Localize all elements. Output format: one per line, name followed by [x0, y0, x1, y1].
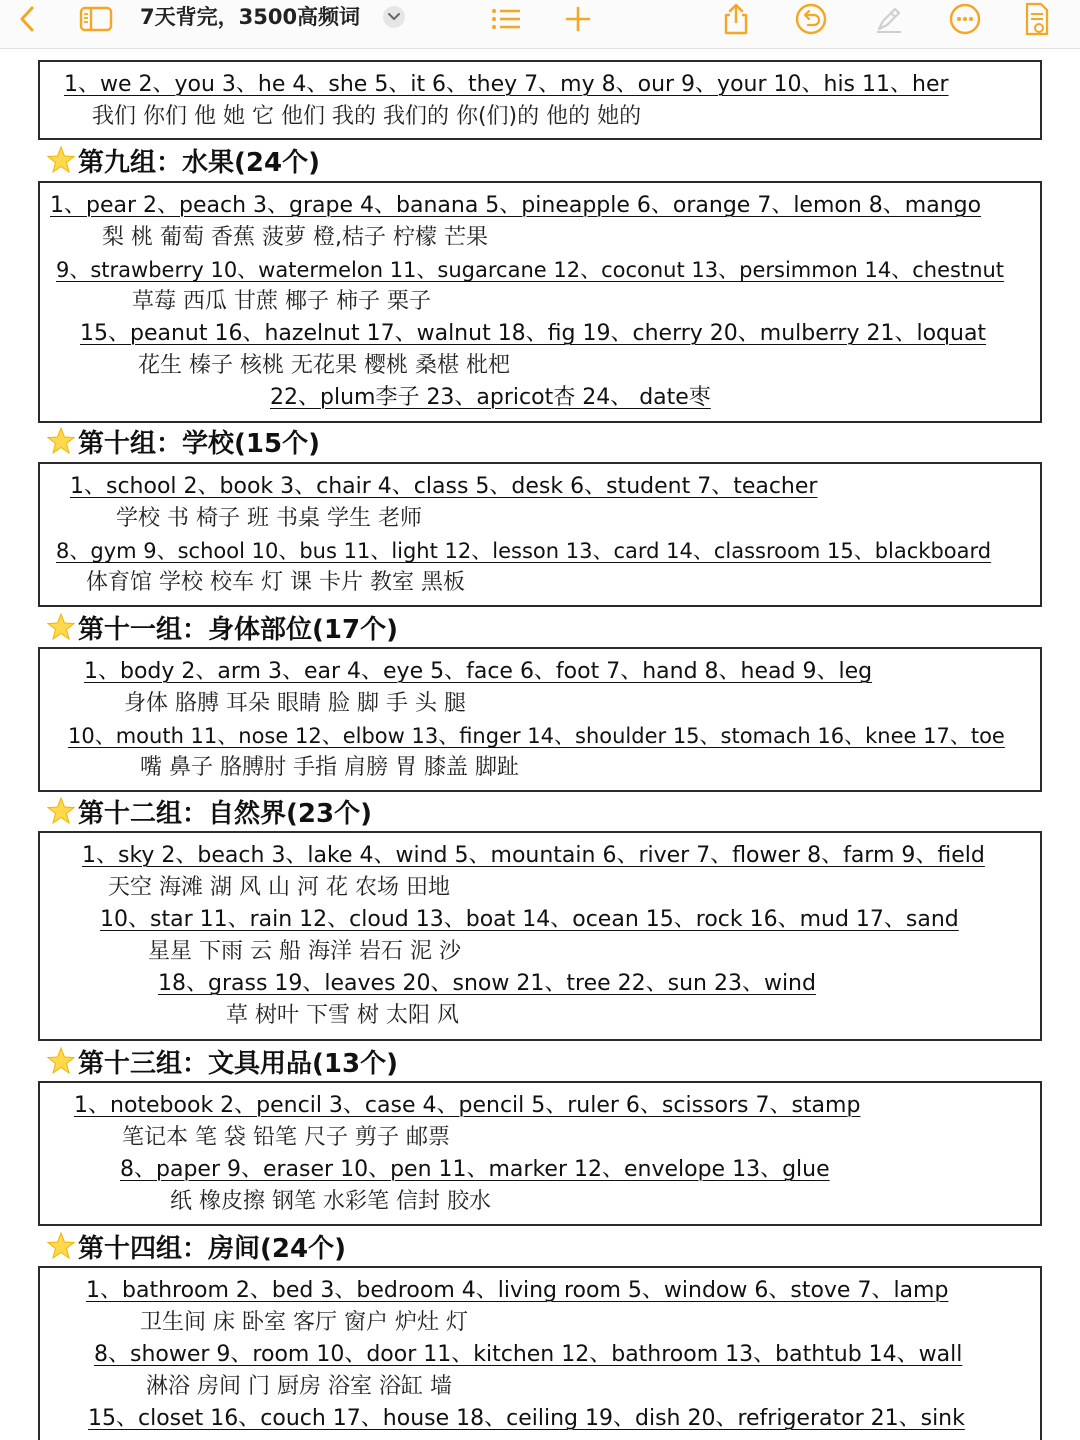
- document-view-icon[interactable]: [1022, 0, 1052, 38]
- share-icon[interactable]: [720, 0, 752, 38]
- star-icon: [46, 1046, 76, 1076]
- vocab-chinese-line: 我们 你们 他 她 它 他们 我的 我们的 你(们)的 他的 她的: [92, 104, 642, 129]
- group-title: 第十二组：自然界(23个): [78, 798, 372, 829]
- stationery-box: [38, 1081, 1042, 1226]
- vocab-english-line: 10、star 11、rain 12、cloud 13、boat 14、ocean 15、rock 16、mud 17、sand: [100, 907, 959, 932]
- star-icon: [46, 796, 76, 826]
- star-icon: [46, 145, 76, 175]
- vocab-english-line: 15、peanut 16、hazelnut 17、walnut 18、fig 19、cherry 20、mulberry 21、loquat: [80, 321, 987, 346]
- more-icon[interactable]: [948, 0, 982, 38]
- undo-icon[interactable]: [794, 0, 828, 38]
- chevron-down-icon[interactable]: [383, 6, 405, 28]
- vocab-chinese-line: 体育馆 学校 校车 灯 课 卡片 教室 黑板: [86, 570, 465, 595]
- vocab-english-line: 1、we 2、you 3、he 4、she 5、it 6、they 7、my 8、our 9、your 10、his 11、her: [64, 72, 949, 97]
- vocab-english-line: 1、school 2、book 3、chair 4、class 5、desk 6、student 7、teacher: [70, 474, 818, 499]
- group-header-rooms: [46, 1229, 346, 1263]
- vocab-english-line: 15、closet 16、couch 17、house 18、ceiling 19、dish 20、refrigerator 21、sink: [88, 1406, 965, 1431]
- group-header-fruit: [46, 143, 320, 177]
- vocab-english-line: 1、bathroom 2、bed 3、bedroom 4、living room 5、window 6、stove 7、lamp: [86, 1278, 949, 1303]
- vocab-chinese-line: 天空 海滩 湖 风 山 河 花 农场 田地: [108, 875, 450, 900]
- group-header-body: [46, 610, 398, 644]
- star-icon: [46, 612, 76, 642]
- vocab-chinese-line: 草莓 西瓜 甘蔗 椰子 柿子 栗子: [132, 289, 431, 314]
- vocab-english-line: 22、plum李子 23、apricot杏 24、 date枣: [270, 385, 711, 410]
- rooms-box: [38, 1266, 1042, 1440]
- school-box: [38, 462, 1042, 607]
- vocab-english-line: 1、pear 2、peach 3、grape 4、banana 5、pineapple 6、orange 7、lemon 8、mango: [50, 193, 982, 218]
- pronoun-box: [38, 60, 1042, 140]
- vocab-chinese-line: 卫生间 床 卧室 客厅 窗户 炉灶 灯: [140, 1310, 468, 1335]
- group-title: 第九组：水果(24个): [78, 147, 320, 178]
- body-parts-box: [38, 647, 1042, 792]
- vocab-english-line: 8、shower 9、room 10、door 11、kitchen 12、bathroom 13、bathtub 14、wall: [94, 1342, 963, 1367]
- vocab-chinese-line: 笔记本 笔 袋 铅笔 尺子 剪子 邮票: [122, 1125, 450, 1150]
- fruit-box: [38, 181, 1042, 423]
- vocab-chinese-line: 星星 下雨 云 船 海洋 岩石 泥 沙: [148, 939, 461, 964]
- group-title: 第十四组：房间(24个): [78, 1233, 346, 1264]
- back-chevron-icon[interactable]: [12, 0, 42, 38]
- vocab-english-line: 1、sky 2、beach 3、lake 4、wind 5、mountain 6、river 7、flower 8、farm 9、field: [82, 843, 985, 868]
- vocab-chinese-line: 身体 胳膊 耳朵 眼睛 脸 脚 手 头 腿: [124, 691, 466, 716]
- markup-icon[interactable]: [872, 0, 906, 38]
- vocab-english-line: 10、mouth 11、nose 12、elbow 13、finger 14、shoulder 15、stomach 16、knee 17、toe: [68, 724, 1005, 748]
- group-header-nature: [46, 794, 372, 828]
- star-icon: [46, 1231, 76, 1261]
- group-header-school: [46, 424, 320, 458]
- vocab-chinese-line: 梨 桃 葡萄 香蕉 菠萝 橙,桔子 柠檬 芒果: [102, 225, 488, 250]
- vocab-chinese-line: 草 树叶 下雪 树 太阳 风: [226, 1003, 459, 1028]
- nature-box: [38, 831, 1042, 1041]
- group-header-stationery: [46, 1044, 398, 1078]
- group-title: 第十组：学校(15个): [78, 428, 320, 459]
- group-title: 第十三组：文具用品(13个): [78, 1048, 398, 1079]
- vocab-english-line: 8、gym 9、school 10、bus 11、light 12、lesson 13、card 14、classroom 15、blackboard: [56, 539, 992, 563]
- top-toolbar: [0, 0, 1080, 49]
- vocab-chinese-line: 嘴 鼻子 胳膊肘 手指 肩膀 胃 膝盖 脚趾: [140, 755, 519, 780]
- plus-icon[interactable]: [563, 0, 593, 38]
- list-icon[interactable]: [488, 0, 524, 38]
- vocab-chinese-line: 淋浴 房间 门 厨房 浴室 浴缸 墙: [146, 1374, 452, 1399]
- vocab-english-line: 18、grass 19、leaves 20、snow 21、tree 22、sun 23、wind: [158, 971, 816, 996]
- vocab-english-line: 1、notebook 2、pencil 3、case 4、pencil 5、ruler 6、scissors 7、stamp: [74, 1093, 861, 1118]
- star-icon: [46, 426, 76, 456]
- vocab-english-line: 8、paper 9、eraser 10、pen 11、marker 12、envelope 13、glue: [120, 1157, 830, 1182]
- vocab-english-line: 1、body 2、arm 3、ear 4、eye 5、face 6、foot 7、hand 8、head 9、leg: [84, 659, 873, 684]
- sidebar-icon[interactable]: [78, 0, 114, 38]
- vocab-chinese-line: 学校 书 椅子 班 书桌 学生 老师: [116, 506, 422, 531]
- document-title[interactable]: 7天背完，3500高频词: [140, 5, 361, 29]
- group-title: 第十一组：身体部位(17个): [78, 614, 398, 645]
- document-content[interactable]: [0, 48, 1080, 1440]
- vocab-chinese-line: 花生 榛子 核桃 无花果 樱桃 桑椹 枇杷: [138, 353, 510, 378]
- vocab-english-line: 9、strawberry 10、watermelon 11、sugarcane 12、coconut 13、persimmon 14、chestnut: [56, 258, 1005, 282]
- vocab-chinese-line: 纸 橡皮擦 钢笔 水彩笔 信封 胶水: [170, 1189, 491, 1214]
